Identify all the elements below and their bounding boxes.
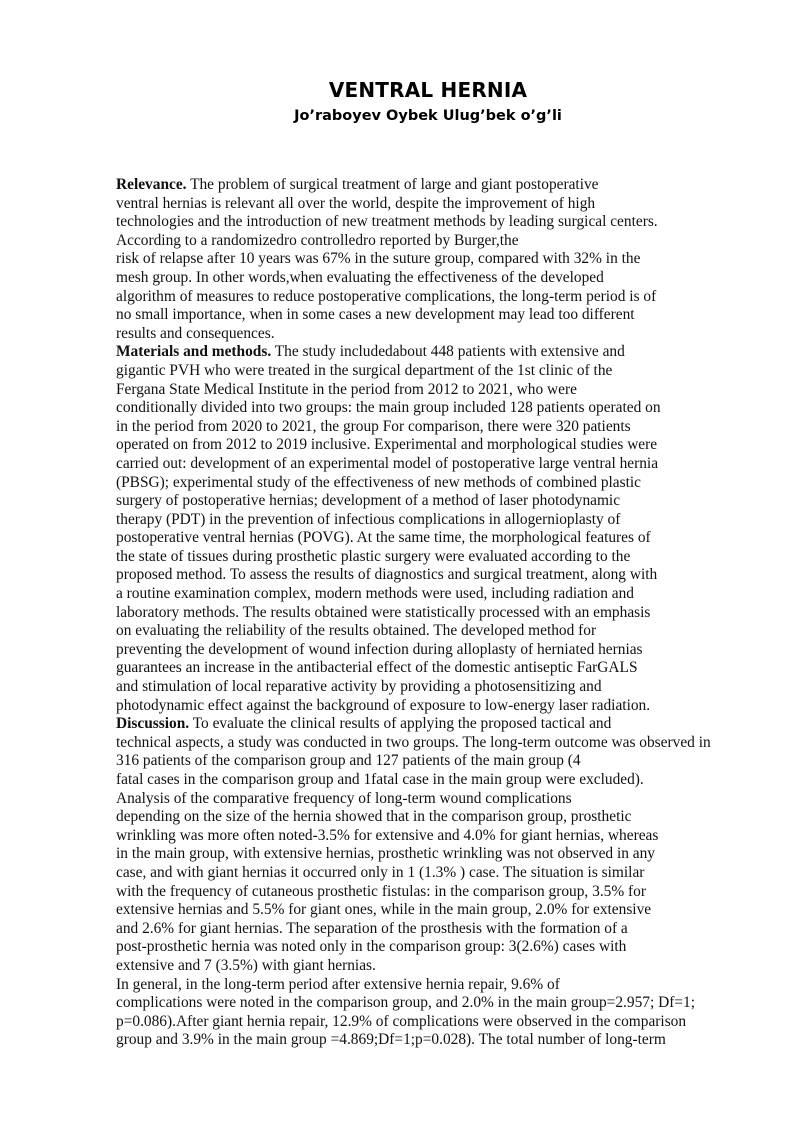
section-heading: Discussion. [116, 715, 190, 733]
line-text: preventing the development of wound infection during alloplasty of herniated hernias [116, 640, 643, 658]
text-line [116, 864, 756, 883]
text-line [116, 845, 756, 864]
line-text: Analysis of the comparative frequency of long-term wound complications [116, 789, 572, 807]
text-line [116, 399, 756, 418]
text-line [116, 529, 756, 548]
text-line [116, 566, 756, 585]
line-text: post-prosthetic hernia was noted only in the comparison group: 3(2.6%) cases with [116, 938, 627, 956]
line-text: complications were noted in the comparison group, and 2.0% in the main group=2.957; Df=1; [116, 994, 695, 1012]
line-text: To evaluate the clinical results of applying the proposed tactical and [189, 715, 612, 733]
text-line [116, 436, 756, 455]
line-text: The problem of surgical treatment of large and giant postoperative [186, 176, 599, 193]
line-text: (PBSG); experimental study of the effectiveness of new methods of combined plastic [116, 473, 642, 491]
text-line [116, 343, 756, 362]
line-text: laboratory methods. The results obtained were statistically processed with an emphasis [116, 603, 651, 621]
line-text: guarantees an increase in the antibacterial effect of the domestic antiseptic FarGALS [116, 659, 638, 677]
section-heading: Materials and methods. [116, 343, 272, 361]
line-text: conditionally divided into two groups: the main group included 128 patients operated on [116, 399, 661, 417]
text-line [116, 492, 756, 511]
line-text: and stimulation of local reparative activity by providing a photosensitizing and [116, 678, 602, 696]
line-text: photodynamic effect against the background of exposure to low-energy laser radiation. [116, 696, 651, 714]
text-line [116, 641, 756, 660]
text-line [116, 511, 756, 530]
line-text: In general, in the long-term period after extensive hernia repair, 9.6% of [116, 975, 560, 993]
text-line [116, 938, 756, 957]
text-line [116, 901, 756, 920]
text-line [116, 455, 756, 474]
text-line [116, 678, 756, 697]
text-line [116, 232, 756, 251]
text-line [116, 697, 756, 716]
text-line [116, 827, 756, 846]
paper-author: Jo’raboyev Oybek Ulug’bek o’g’li [294, 108, 562, 124]
line-text: surgery of postoperative hernias; development of a method of laser photodynamic [116, 492, 621, 510]
line-text: with the frequency of cutaneous prosthetic fistulas: in the comparison group, 3.5% for [116, 882, 646, 900]
paper-title: VENTRAL HERNIA [328, 78, 528, 102]
text-line [116, 325, 756, 344]
line-text: technologies and the introduction of new treatment methods by leading surgical centers. [116, 213, 658, 231]
line-text: Fergana State Medical Institute in the period from 2012 to 2021, who were [116, 380, 577, 398]
line-text: in the main group, with extensive hernias, prosthetic wrinkling was not observed in any [116, 845, 655, 863]
line-text: postoperative ventral hernias (POVG). At the same time, the morphological features of [116, 529, 651, 547]
line-text: operated on from 2012 to 2019 inclusive. Experimental and morphological studies were [116, 436, 658, 454]
line-text: proposed method. To assess the results of diagnostics and surgical treatment, along with [116, 566, 658, 584]
text-line [116, 734, 756, 753]
line-text: The study includedabout 448 patients with extensive and [271, 343, 625, 361]
line-text: extensive and 7 (3.5%) with giant hernias. [116, 956, 376, 974]
line-text: extensive hernias and 5.5% for giant ones, while in the main group, 2.0% for extensive [116, 901, 652, 919]
text-line [116, 585, 756, 604]
text-line [116, 808, 756, 827]
line-text: the state of tissues during prosthetic plastic surgery were evaluated according to the [116, 547, 631, 565]
line-text: group and 3.9% in the main group =4.869;Df=1;p=0.028). The total number of long-term [116, 1031, 666, 1049]
text-line [116, 752, 756, 771]
text-line [116, 659, 756, 678]
line-text: therapy (PDT) in the prevention of infectious complications in allogernioplasty of [116, 510, 621, 528]
line-text: no small importance, when in some cases a new development may lead too different [116, 306, 635, 324]
text-line [116, 176, 756, 195]
line-text: ventral hernias is relevant all over the world, despite the improvement of high [116, 194, 596, 212]
text-line [116, 994, 756, 1013]
text-line [116, 976, 756, 995]
text-line [116, 269, 756, 288]
paper-body [116, 176, 756, 1050]
text-line [116, 604, 756, 623]
line-text: fatal cases in the comparison group and 1fatal case in the main group were excluded). [116, 771, 644, 788]
text-line [116, 790, 756, 809]
line-text: depending on the size of the hernia showed that in the comparison group, prosthetic [116, 808, 632, 826]
line-text: a routine examination complex, modern methods were used, including radiation and [116, 585, 635, 603]
text-line [116, 306, 756, 325]
text-line [116, 474, 756, 493]
text-line [116, 715, 756, 734]
text-line [116, 418, 756, 437]
text-line [116, 213, 756, 232]
text-line [116, 381, 756, 400]
text-line [116, 195, 756, 214]
line-text: risk of relapse after 10 years was 67% in the suture group, compared with 32% in the [116, 250, 641, 268]
line-text: technical aspects, a study was conducted in two groups. The long-term outcome was observed in [116, 733, 711, 751]
line-text: p=0.086).After giant hernia repair, 12.9% of complications were observed in the comparison [116, 1012, 687, 1030]
line-text: and 2.6% for giant hernias. The separation of the prosthesis with the formation of a [116, 919, 628, 937]
text-line [116, 957, 756, 976]
line-text: in the period from 2020 to 2021, the group For comparison, there were 320 patients [116, 417, 631, 435]
text-line [116, 362, 756, 381]
line-text: case, and with giant hernias it occurred only in 1 (1.3% ) case. The situation is similar [116, 863, 645, 881]
text-line [116, 771, 756, 790]
text-line [116, 1031, 756, 1050]
line-text: According to a randomizedro controlledro reported by Burger,the [116, 231, 519, 249]
text-line [116, 288, 756, 307]
section-heading: Relevance. [116, 176, 187, 193]
text-line [116, 920, 756, 939]
line-text: algorithm of measures to reduce postoperative complications, the long-term period is of [116, 287, 657, 305]
text-line [116, 250, 756, 269]
line-text: mesh group. In other words,when evaluating the effectiveness of the developed [116, 268, 604, 286]
line-text: wrinkling was more often noted-3.5% for extensive and 4.0% for giant hernias, whereas [116, 826, 659, 844]
text-line [116, 1013, 756, 1032]
line-text: 316 patients of the comparison group and 127 patients of the main group (4 [116, 752, 581, 770]
text-line [116, 883, 756, 902]
line-text: results and consequences. [116, 324, 275, 342]
text-line [116, 548, 756, 567]
line-text: on evaluating the reliability of the results obtained. The developed method for [116, 622, 597, 640]
text-line [116, 622, 756, 641]
line-text: gigantic PVH who were treated in the surgical department of the 1st clinic of the [116, 361, 613, 379]
line-text: carried out: development of an experimental model of postoperative large ventral hernia [116, 454, 659, 472]
